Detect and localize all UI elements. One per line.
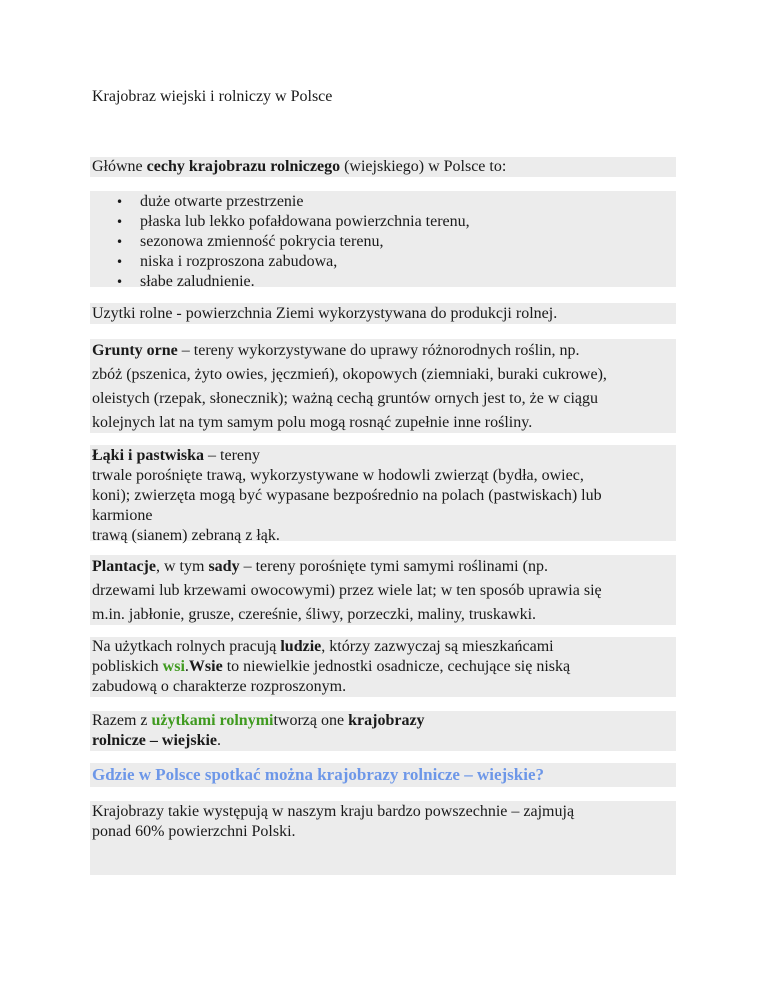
intro-text-2: (wiejskiego) w Polsce to: [340,158,507,175]
grunty-line-1: – tereny wykorzystywane do uprawy różnorodnych roślin, np. [177,342,580,359]
grunty-line-2: zbóż (pszenica, żyto owies, jęczmień), okopowych (ziemniaki, buraki cukrowe), [92,366,607,383]
rolnicze-bold: rolnicze – wiejskie [92,732,218,749]
laki-line-1: – tereny [204,447,261,464]
ludzie-text-2: , którzy zazwyczaj są mieszkańcami [321,638,554,655]
grunty-term: Grunty orne [92,342,178,359]
list-item: • słabe zaludnienie. [92,272,676,292]
razem-period: . [217,732,222,749]
wsi-highlight: wsi [162,658,185,675]
list-item: • duże otwarte przestrzenie [92,192,676,212]
intro-bold: cechy krajobrazu rolniczego [146,158,341,175]
grunty-line-4: kolejnych lat na tym samym polu mogą rosnąć zupełnie inne rośliny. [92,414,533,431]
ludzie-bold: ludzie [280,638,322,655]
list-item: • niska i rozproszona zabudowa, [92,252,676,272]
uzytki-text: Uzytki rolne - powierzchnia Ziemi wykorzystywana do produkcji rolnej. [92,305,558,322]
ludzie-text-1: Na użytkach rolnych pracują [92,638,281,655]
question-heading-block [90,763,676,787]
list-item: • sezonowa zmienność pokrycia terenu, [92,232,676,252]
laki-line-2: trwale porośnięte trawą, wykorzystywane w hodowli zwierząt (bydła, owiec, [92,467,584,484]
grunty-line-3: oleistych (rzepak, słonecznik); ważną cechą gruntów ornych jest to, że w ciągu [92,390,599,407]
question-heading: Gdzie w Polsce spotkać można krajobrazy rolnicze – wiejskie? [92,765,545,784]
uzytki-highlight: użytkami rolnymi [151,712,274,729]
sady-term: sady [208,558,240,575]
plantacje-mid: , w tym [155,558,209,575]
laki-line-3: koni); zwierzęta mogą być wypasane bezpośrednio na polach (pastwiskach) lub [92,487,602,504]
laki-line-5: trawą (sianem) zebraną z łąk. [92,527,280,544]
laki-line-4: karmione [92,507,153,524]
laki-term: Łąki i pastwiska [92,447,205,464]
plantacje-line-2: drzewami lub krzewami owocowymi) przez wiele lat; w ten sposób uprawia się [92,582,602,599]
plantacje-line-1: – tereny porośnięte tymi samymi roślinami (np. [239,558,548,575]
wsie-bold: Wsie [188,658,223,675]
razem-text-1: Razem z [92,712,152,729]
answer-paragraph [90,801,676,875]
krajobrazy-bold: krajobrazy [348,712,425,729]
razem-paragraph [90,711,676,751]
answer-line-1: Krajobrazy takie występują w naszym kraju bardzo powszechnie – zajmują [92,803,575,820]
plantacje-paragraph [90,555,676,625]
intro-text-1: Główne [92,158,147,175]
features-list-block [90,191,676,290]
ludzie-period: . [184,658,189,675]
answer-line-2: ponad 60% powierzchni Polski. [92,823,296,840]
ludzie-text-3: pobliskich [92,658,163,675]
laki-paragraph [90,445,676,544]
ludzie-text-5: to niewielkie jednostki osadnicze, cechujące się niską [222,658,571,675]
ludzie-line-3: zabudową o charakterze rozproszonym. [92,678,347,695]
plantacje-line-3: m.in. jabłonie, grusze, czereśnie, śliwy, porzeczki, maliny, truskawki. [92,606,537,623]
features-list [92,192,676,292]
page-title: Krajobraz wiejski i rolniczy w Polsce [92,88,333,105]
intro-paragraph [90,157,676,177]
list-item: • płaska lub lekko pofałdowana powierzchnia terenu, [92,212,676,232]
grunty-paragraph [90,339,676,433]
razem-text-2: tworzą one [273,712,349,729]
ludzie-paragraph [90,637,676,697]
uzytki-paragraph [90,303,676,324]
plantacje-term: Plantacje [92,558,156,575]
